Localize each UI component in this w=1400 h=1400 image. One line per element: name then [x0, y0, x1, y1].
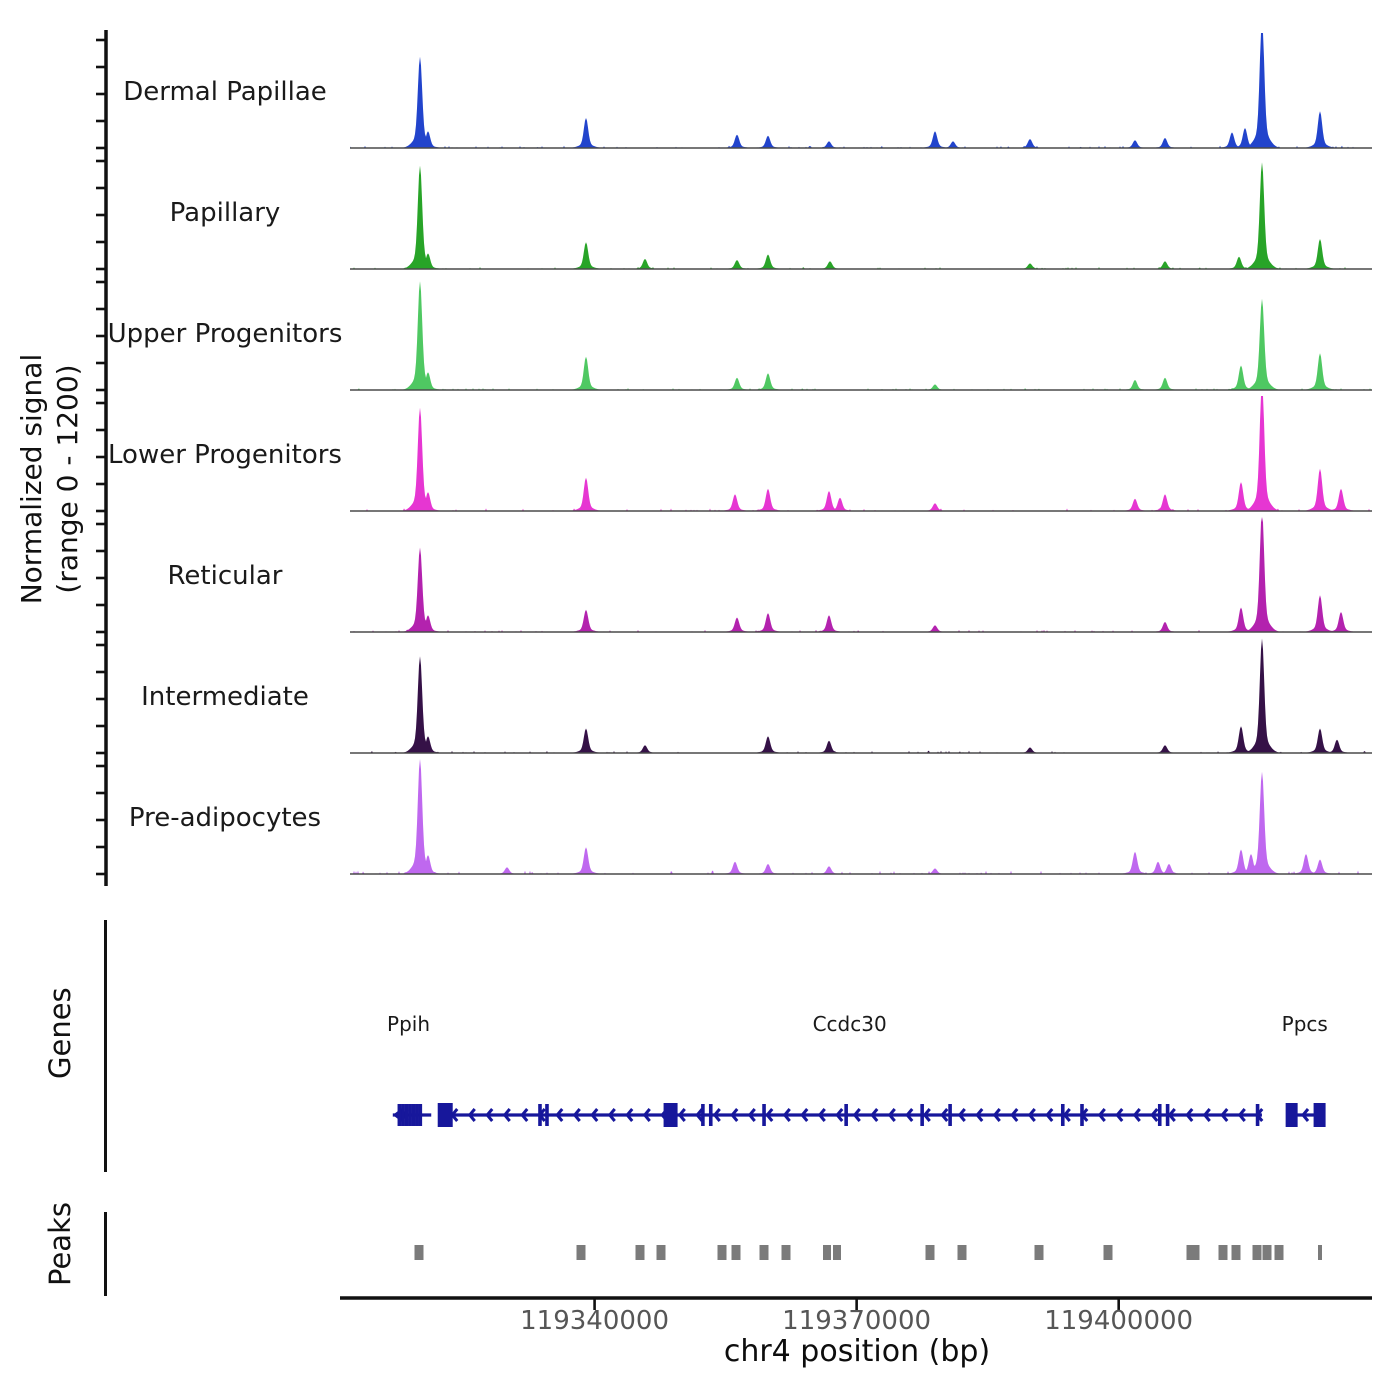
track-label-upper-progenitors: Upper Progenitors [107, 319, 343, 349]
signal-area-papillary [350, 154, 1372, 270]
x-axis-title: chr4 position (bp) [723, 1334, 991, 1369]
peaks-section-line [104, 1212, 107, 1296]
track-label-intermediate: Intermediate [141, 682, 309, 712]
signal-area-dermal-papillae [350, 33, 1372, 149]
signal-area-pre-adipocytes [350, 759, 1372, 875]
y-axis-label-line1: Normalized signal [15, 353, 48, 605]
track-label-dermal-papillae: Dermal Papillae [123, 77, 327, 107]
signal-area-lower-progenitors [350, 396, 1372, 512]
track-label-papillary: Papillary [169, 198, 281, 228]
signal-area-intermediate [350, 638, 1372, 754]
x-tick-119340000: 119340000 [520, 1306, 670, 1336]
signal-area-upper-progenitors [350, 275, 1372, 391]
track-label-reticular: Reticular [167, 561, 283, 591]
genes-section-label: Genes [43, 987, 77, 1079]
y-axis-label-line2: (range 0 - 1200) [51, 364, 84, 594]
y-axis-label [14, 279, 90, 679]
x-tick-119400000: 119400000 [1044, 1306, 1194, 1336]
peak-calls [330, 1244, 1400, 1262]
gene-models [330, 1093, 1400, 1139]
gene-label-ccdc30: Ccdc30 [812, 1012, 887, 1036]
signal-area-reticular [350, 517, 1372, 633]
gene-label-ppih: Ppih [387, 1012, 431, 1036]
peaks-section-label: Peaks [43, 1202, 77, 1286]
track-label-pre-adipocytes: Pre-adipocytes [128, 803, 322, 833]
x-tick-119370000: 119370000 [782, 1306, 932, 1336]
genes-section-line [104, 920, 107, 1172]
track-label-lower-progenitors: Lower Progenitors [108, 440, 342, 470]
gene-label-ppcs: Ppcs [1281, 1012, 1328, 1036]
